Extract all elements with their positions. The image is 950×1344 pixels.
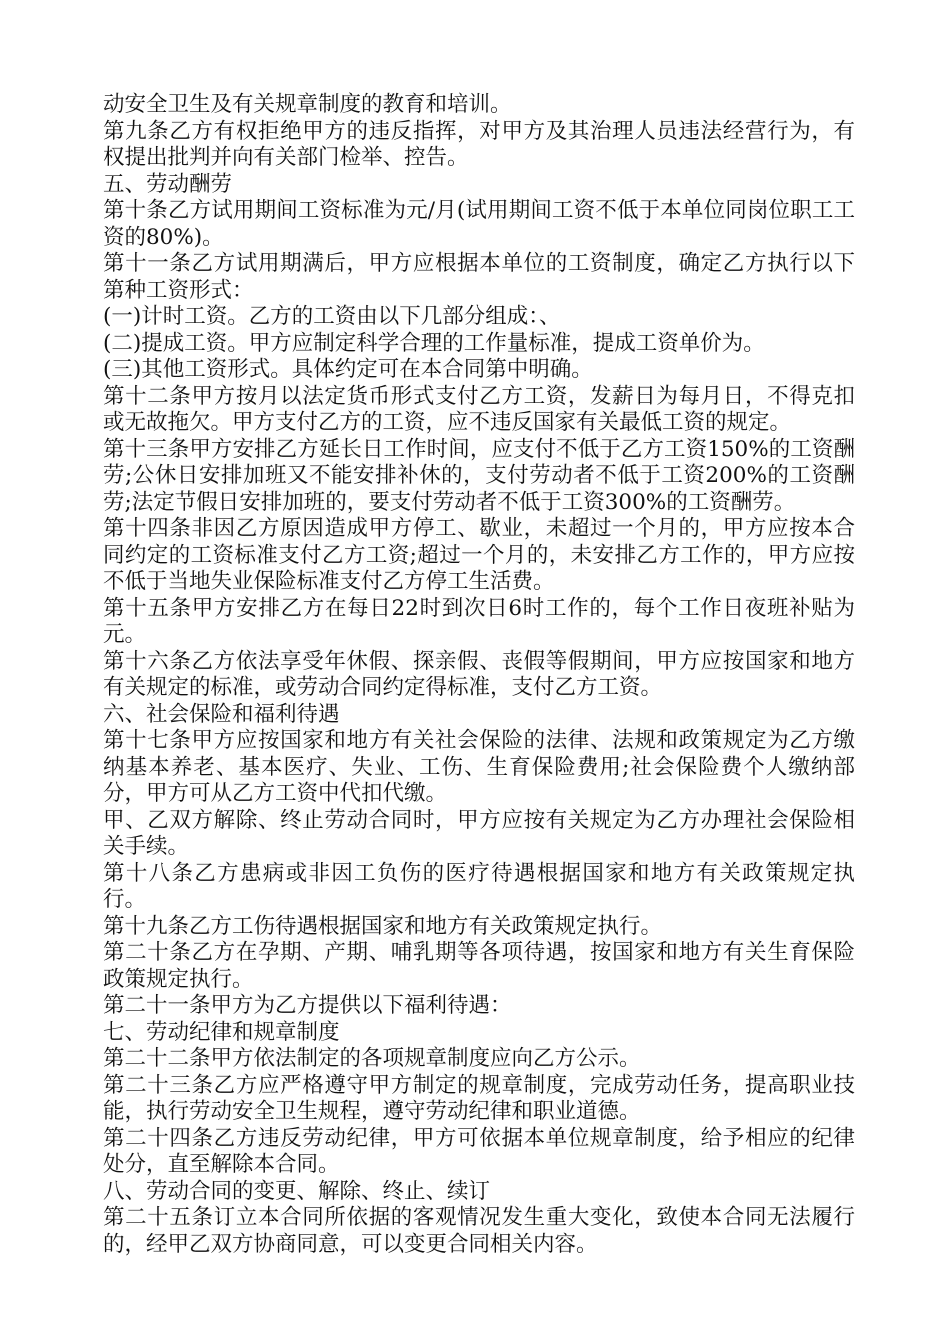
paragraph: 第十条乙方试用期间工资标准为元/月(试用期间工资不低于本单位同岗位职工工资的80%)。 (103, 198, 855, 250)
section-heading: 八、劳动合同的变更、解除、终止、续订 (103, 1178, 491, 1204)
paragraph: 第二十四条乙方违反劳动纪律，甲方可依据本单位规章制度，给予相应的纪律处分，直至解除本合同。 (103, 1125, 855, 1177)
paragraph: 第十八条乙方患病或非因工负伤的医疗待遇根据国家和地方有关政策规定执行。 (103, 860, 855, 912)
list-item: (一)计时工资。乙方的工资由以下几部分组成：、 (103, 304, 561, 329)
section-heading: 五、劳动酬劳 (103, 171, 233, 197)
paragraph: 第二十条乙方在孕期、产期、哺乳期等各项待遇，按国家和地方有关生育保险政策规定执行。 (103, 940, 855, 992)
list-item: (二)提成工资。甲方应制定科学合理的工作量标准，提成工资单价为。 (103, 330, 765, 356)
paragraph: 第十三条甲方安排乙方延长日工作时间，应支付不低于乙方工资150%的工资酬劳;公休日安排加班又不能安排补休的，支付劳动者不低于工资200%的工资酬劳;法定节假日安排加班的，要支付劳动者不低于工资300%的工资酬劳。 (103, 436, 855, 515)
section-heading: 七、劳动纪律和规章制度 (103, 1019, 340, 1045)
section-heading: 六、社会保险和福利待遇 (103, 701, 340, 727)
paragraph: 第十二条甲方按月以法定货币形式支付乙方工资，发薪日为每月日，不得克扣或无故拖欠。甲方支付乙方的工资，应不违反国家有关最低工资的规定。 (103, 383, 855, 435)
paragraph: 第十四条非因乙方原因造成甲方停工、歇业，未超过一个月的，甲方应按本合同约定的工资标准支付乙方工资;超过一个月的，未安排乙方工作的，甲方应按不低于当地失业保险标准支付乙方停工生活费。 (103, 516, 855, 594)
paragraph: 第二十二条甲方依法制定的各项规章制度应向乙方公示。 (103, 1046, 641, 1071)
paragraph: 动安全卫生及有关规章制度的教育和培训。 (103, 92, 512, 117)
document-body (103, 92, 855, 1258)
paragraph: 第二十五条订立本合同所依据的客观情况发生重大变化，致使本合同无法履行的，经甲乙双方协商同意，可以变更合同相关内容。 (103, 1205, 855, 1257)
paragraph: 甲、乙双方解除、终止劳动合同时，甲方应按有关规定为乙方办理社会保险相关手续。 (103, 807, 855, 859)
paragraph: 第十一条乙方试用期满后，甲方应根据本单位的工资制度，确定乙方执行以下第种工资形式： (103, 251, 855, 303)
paragraph: 第十七条甲方应按国家和地方有关社会保险的法律、法规和政策规定为乙方缴纳基本养老、基本医疗、失业、工伤、生育保险费用;社会保险费个人缴纳部分，甲方可从乙方工资中代扣代缴。 (103, 728, 855, 806)
paragraph: 第二十一条甲方为乙方提供以下福利待遇： (103, 993, 512, 1018)
paragraph: 第二十三条乙方应严格遵守甲方制定的规章制度，完成劳动任务，提高职业技能，执行劳动安全卫生规程，遵守劳动纪律和职业道德。 (103, 1072, 855, 1124)
paragraph: 第十九条乙方工伤待遇根据国家和地方有关政策规定执行。 (103, 913, 663, 939)
paragraph: 第十六条乙方依法享受年休假、探亲假、丧假等假期间，甲方应按国家和地方有关规定的标准，或劳动合同约定得标准，支付乙方工资。 (103, 648, 855, 700)
paragraph: 第九条乙方有权拒绝甲方的违反指挥，对甲方及其治理人员违法经营行为，有权提出批判并向有关部门检举、控告。 (103, 118, 855, 170)
paragraph: 第十五条甲方安排乙方在每日22时到次日6时工作的，每个工作日夜班补贴为元。 (103, 595, 855, 647)
list-item: (三)其他工资形式。具体约定可在本合同第中明确。 (103, 357, 593, 382)
